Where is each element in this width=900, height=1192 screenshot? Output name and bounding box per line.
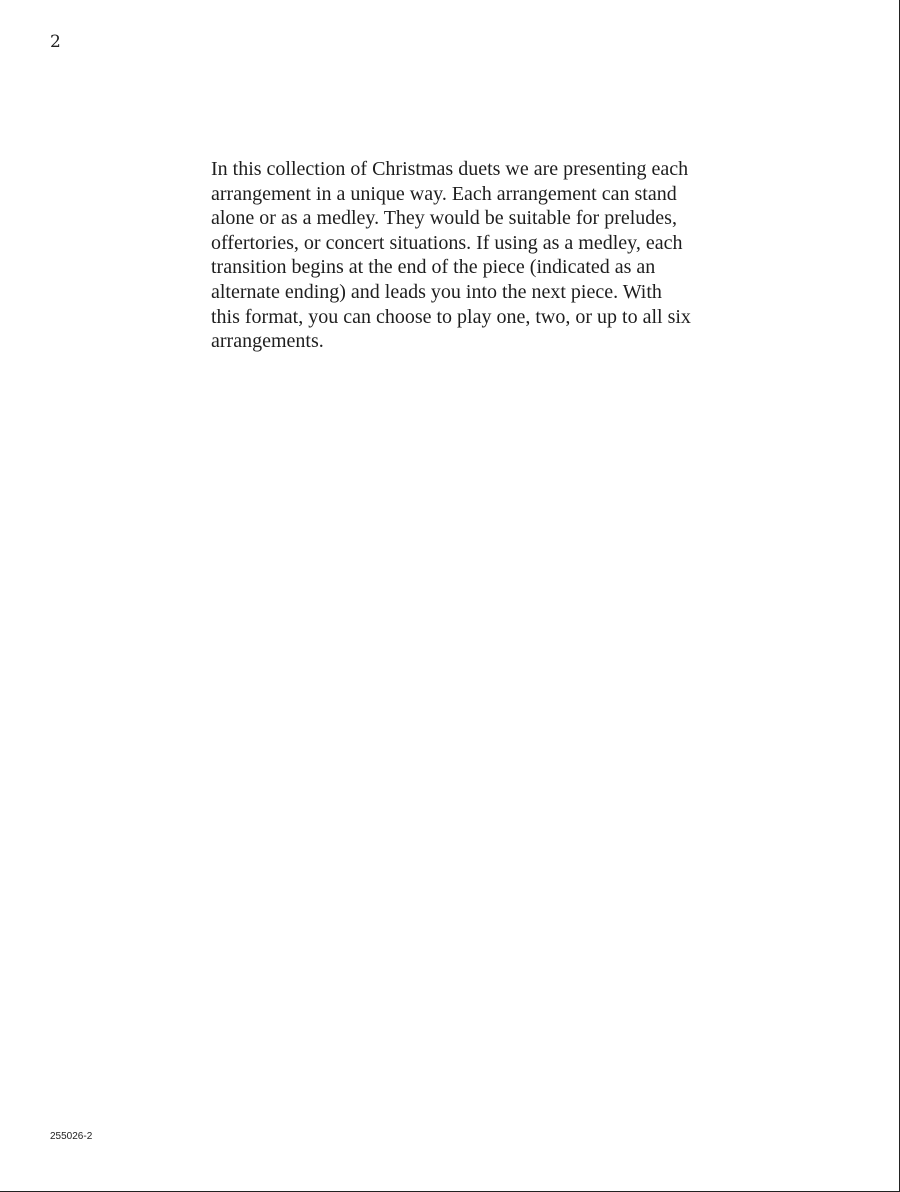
intro-line: offertories, or concert situations. If using as a medley, each	[211, 231, 683, 254]
intro-line: arrangement in a unique way. Each arrangement can stand	[211, 182, 677, 205]
intro-line: alone or as a medley. They would be suitable for preludes,	[211, 207, 677, 230]
intro-paragraph	[211, 157, 731, 354]
intro-line: alternate ending) and leads you into the next piece. With	[211, 280, 662, 303]
intro-line: transition begins at the end of the piece (indicated as an	[211, 256, 656, 279]
intro-line: arrangements.	[211, 330, 324, 353]
intro-line: In this collection of Christmas duets we are presenting each	[211, 158, 689, 180]
page-number: 2	[50, 32, 61, 52]
intro-line: this format, you can choose to play one, two, or up to all six	[211, 305, 691, 328]
catalog-code: 255026-2	[50, 1131, 93, 1142]
